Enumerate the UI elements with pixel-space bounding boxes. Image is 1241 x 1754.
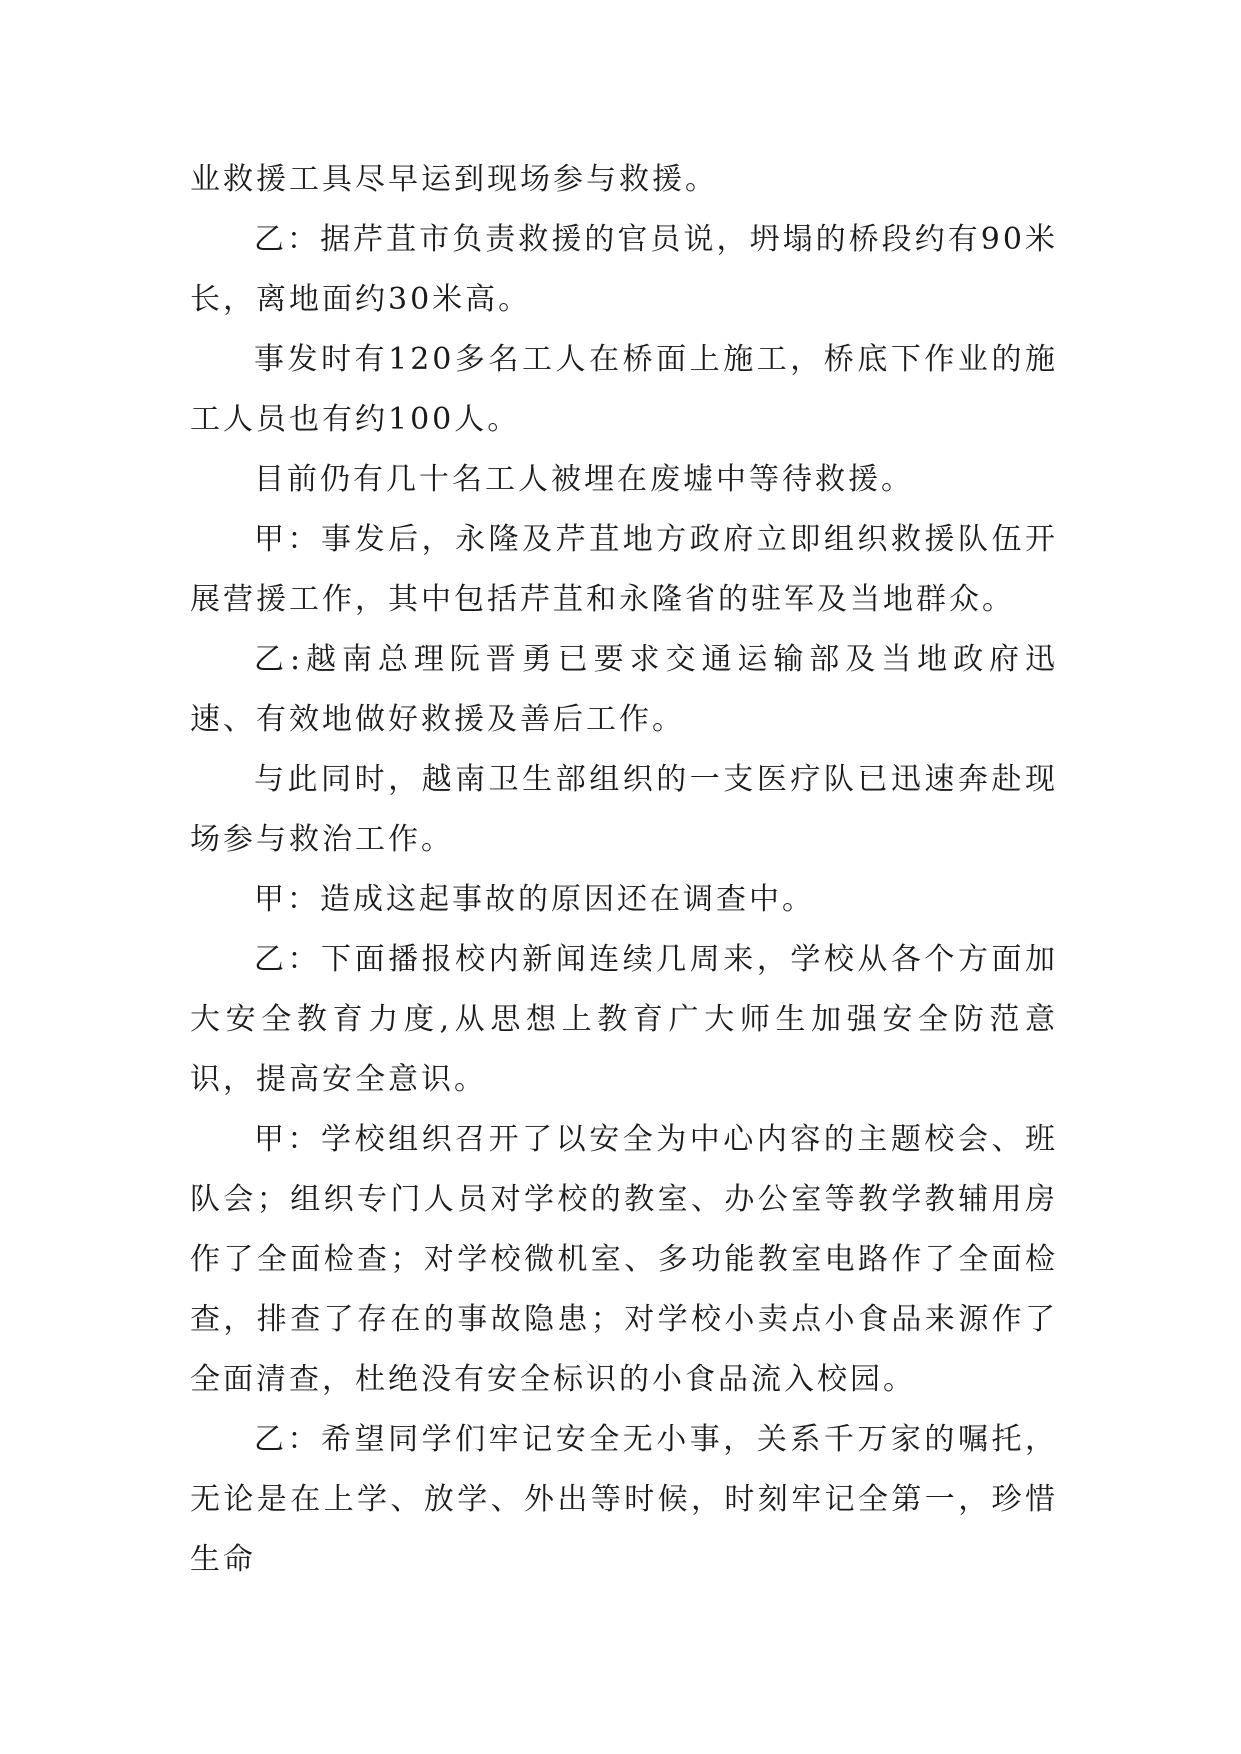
paragraph-10: 甲：学校组织召开了以安全为中心内容的主题校会、班队会；组织专门人员对学校的教室、办公室等教学教辅用房作了全面检查；对学校微机室、多功能教室电路作了全面检查，排查了存在的事故隐患；对学校小卖点小食品来源作了全面清查，杜绝没有安全标识的小食品流入校园。 — [190, 1122, 1058, 1397]
document-page — [190, 150, 1058, 1590]
paragraph-6: 乙:越南总理阮晋勇已要求交通运输部及当地政府迅速、有效地做好救援及善后工作。 — [190, 642, 1058, 737]
paragraph-9: 乙：下面播报校内新闻连续几周来，学校从各个方面加大安全教育力度,从思想上教育广大师生加强安全防范意识，提高安全意识。 — [190, 942, 1058, 1097]
paragraph-4: 目前仍有几十名工人被埋在废墟中等待救援。 — [254, 462, 914, 497]
paragraph-5: 甲：事发后，永隆及芹苴地方政府立即组织救援队伍开展营援工作，其中包括芹苴和永隆省的驻军及当地群众。 — [190, 522, 1058, 617]
paragraph-2: 乙：据芹苴市负责救援的官员说，坍塌的桥段约有90米长，离地面约30米高。 — [190, 222, 1058, 317]
paragraph-8: 甲：造成这起事故的原因还在调查中。 — [254, 882, 815, 917]
paragraph-1: 业救援工具尽早运到现场参与救援。 — [190, 162, 718, 197]
paragraph-7: 与此同时，越南卫生部组织的一支医疗队已迅速奔赴现场参与救治工作。 — [190, 762, 1058, 857]
paragraph-3: 事发时有120多名工人在桥面上施工，桥底下作业的施工人员也有约100人。 — [190, 342, 1058, 437]
paragraph-11: 乙：希望同学们牢记安全无小事，关系千万家的嘱托，无论是在上学、放学、外出等时候，时刻牢记全第一，珍惜生命 — [190, 1422, 1058, 1577]
